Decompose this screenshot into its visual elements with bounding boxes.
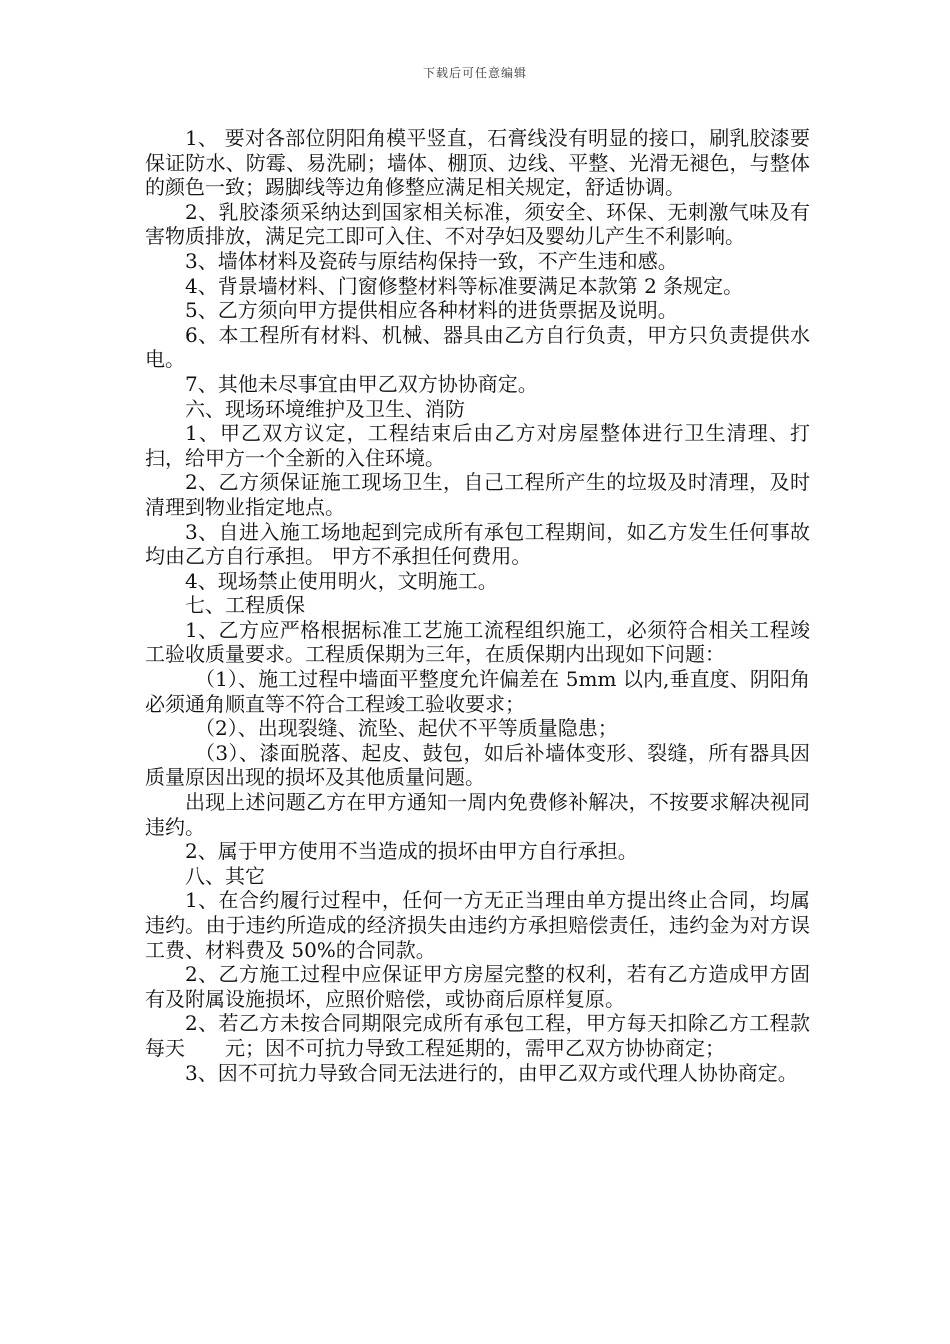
clause-paragraph: 4、背景墙材料、门窗修整材料等标准要满足本款第 2 条规定。 [185, 273, 744, 298]
clause-paragraph: 3、因不可抗力导致合同无法进行的，由甲乙双方或代理人协协商定。 [185, 1060, 798, 1085]
clause-paragraph: 3、自进入施工场地起到完成所有承包工程期间，如乙方发生任何事故均由乙方自行承担。 甲方不承担任何费用。 [145, 519, 810, 569]
clause-paragraph: 5、乙方须向甲方提供相应各种材料的进货票据及说明。 [185, 298, 678, 323]
clause-paragraph: 1、在合约履行过程中，任何一方无正当理由单方提出终止合同，均属违约。由于违约所造成的经济损失由违约方承担赔偿责任，违约金为对方误工费、材料费及 50%的合同款。 [145, 888, 810, 962]
clause-paragraph: 2、若乙方未按合同期限完成所有承包工程，甲方每天扣除乙方工程款每天 元；因不可抗力导致工程延期的，需甲乙双方协协商定； [145, 1011, 810, 1060]
clause-paragraph: 1、 要对各部位阴阳角模平竖直，石膏线没有明显的接口，刷乳胶漆要保证防水、防霉、易洗刷；墙体、棚顶、边线、平整、光滑无褪色，与整体的颜色一致；踢脚线等边角修整应满足相关规定，舒适协调。 [145, 126, 810, 200]
section-heading: 八、其它 [185, 863, 265, 888]
clause-paragraph: 4、现场禁止使用明火，文明施工。 [185, 568, 498, 593]
sub-clause-paragraph: （1）、施工过程中墙面平整度允许偏差在 5mm 以内,垂直度、阴阳角必须通角顺直等不符合工程竣工验收要求； [145, 667, 810, 716]
page-header: 下载后可任意编辑 [422, 66, 527, 80]
clause-paragraph: 3、墙体材料及瓷砖与原结构保持一致，不产生违和感。 [185, 248, 678, 273]
clause-paragraph: 7、其他未尽事宜由甲乙双方协协商定。 [185, 371, 538, 396]
section-heading: 六、现场环境维护及卫生、消防 [185, 396, 465, 421]
clause-paragraph: 2、乙方施工过程中应保证甲方房屋完整的权利，若有乙方造成甲方固有及附属设施损坏，应照价赔偿，或协商后原样复原。 [145, 962, 810, 1011]
clause-paragraph: 2、乙方须保证施工现场卫生，自己工程所产生的垃圾及时清理，及时清理到物业指定地点。 [145, 470, 810, 519]
clause-paragraph: 2、属于甲方使用不当造成的损坏由甲方自行承担。 [185, 839, 638, 864]
document-body [145, 126, 810, 1085]
section-heading: 七、工程质保 [185, 593, 305, 618]
clause-paragraph: 1、甲乙双方议定，工程结束后由乙方对房屋整体进行卫生清理、打扫，给甲方一个全新的入住环境。 [145, 421, 810, 470]
clause-paragraph: 出现上述问题乙方在甲方通知一周内免费修补解决，不按要求解决视同违约。 [145, 790, 810, 839]
clause-paragraph: 1、乙方应严格根据标准工艺施工流程组织施工，必须符合相关工程竣工验收质量要求。工程质保期为三年，在质保期内出现如下问题： [145, 617, 810, 667]
clause-paragraph: 6、本工程所有材料、机械、器具由乙方自行负责，甲方只负责提供水电。 [145, 322, 810, 372]
clause-paragraph: 2、乳胶漆须采纳达到国家相关标准，须安全、环保、无刺激气味及有害物质排放，满足完工即可入住、不对孕妇及婴幼儿产生不利影响。 [145, 199, 810, 249]
sub-clause-paragraph: （2）、出现裂缝、流坠、起伏不平等质量隐患； [195, 716, 618, 741]
sub-clause-paragraph: （3）、漆面脱落、起皮、鼓包，如后补墙体变形、裂缝，所有器具因质量原因出现的损坏及其他质量问题。 [145, 740, 810, 790]
